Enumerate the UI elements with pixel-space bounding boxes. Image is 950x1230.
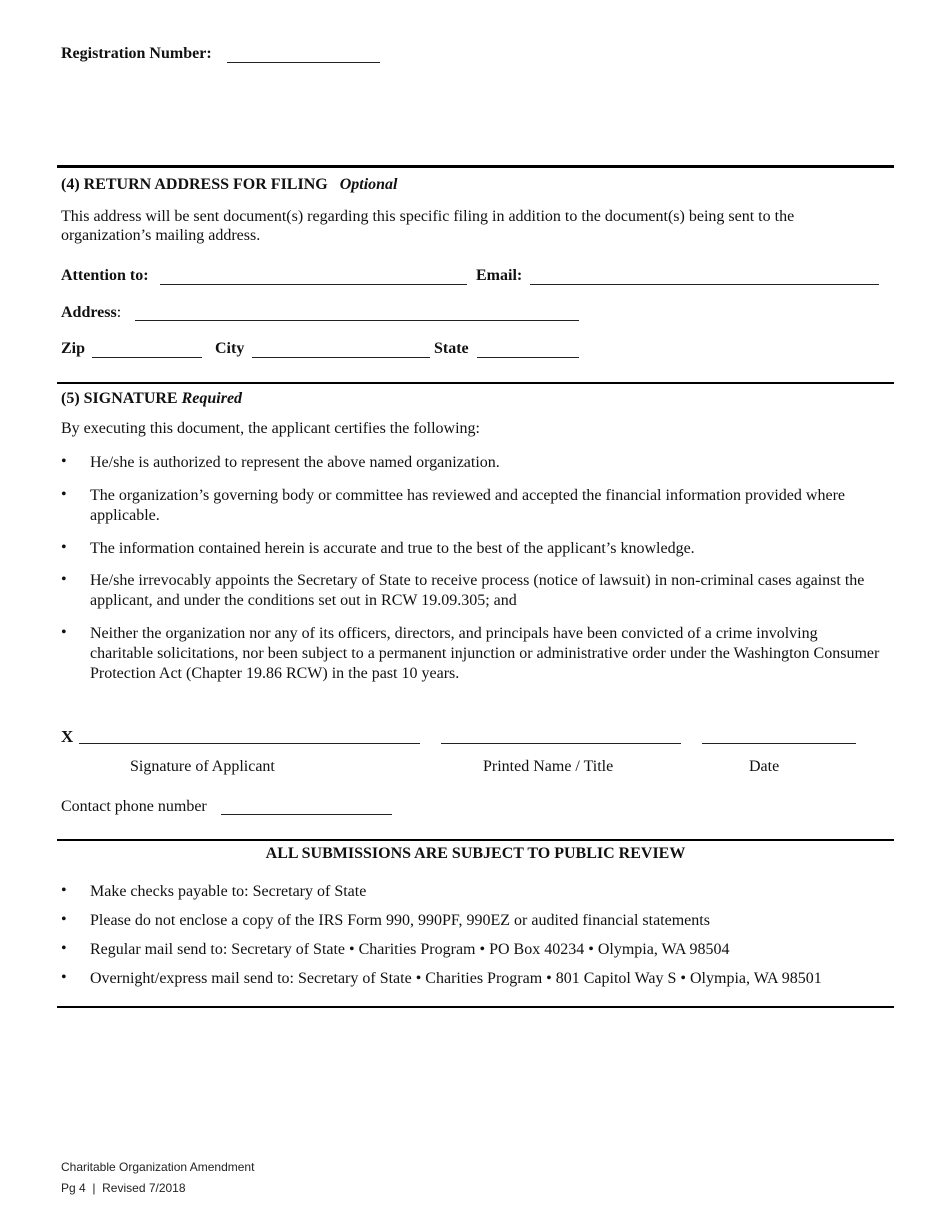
email-label: Email: (476, 267, 523, 284)
notice-item: Overnight/express mail send to: Secretary of State • Charities Program • 801 Capitol Way S • Olympia, WA 98501 (90, 970, 822, 987)
section5-intro: By executing this document, the applicant certifies the following: (61, 420, 480, 437)
date-field[interactable] (702, 743, 856, 744)
registration-number-label: Registration Number: (61, 45, 212, 62)
signature-caption: Signature of Applicant (130, 758, 275, 775)
required-label: Required (181, 390, 243, 407)
bullet-glyph: • (61, 969, 67, 986)
printed-name-field[interactable] (441, 743, 681, 744)
state-label: State (434, 340, 469, 357)
bullet-glyph: • (61, 940, 67, 957)
registration-number-field[interactable] (227, 62, 380, 63)
bullet-glyph: • (61, 624, 67, 641)
notice-item: Make checks payable to: Secretary of State (90, 883, 367, 900)
contact-phone-label: Contact phone number (61, 798, 207, 815)
bullet-glyph: • (61, 911, 67, 928)
state-field[interactable] (477, 357, 579, 358)
signature-field[interactable] (79, 743, 420, 744)
printed-name-caption: Printed Name / Title (483, 758, 614, 775)
bullet-glyph: • (61, 486, 67, 503)
notice-divider (57, 839, 894, 841)
notice-item: Please do not enclose a copy of the IRS Form 990, 990PF, 990EZ or audited financial statements (90, 912, 710, 929)
notice-item: Regular mail send to: Secretary of State • Charities Program • PO Box 40234 • Olympia, WA 98504 (90, 941, 730, 958)
signature-x-mark: X (61, 727, 74, 746)
certification-item: He/she irrevocably appoints the Secretary of State to receive process (notice of lawsuit) in non-criminal cases against the applicant, and under the conditions set out in RCW 19.09.305; and (90, 572, 865, 609)
certification-item: Neither the organization nor any of its officers, directors, and principals have been convicted of a crime involving charitable solicitations, nor been subject to a permanent injunction or administrative order under the Washington Consumer Protection Act (Chapter 19.86 RCW) in the past 10 years. (90, 625, 880, 682)
bullet-glyph: • (61, 453, 67, 470)
notice-bottom-divider (57, 1006, 894, 1008)
address-label: Address: (61, 304, 122, 321)
section4-description: This address will be sent document(s) regarding this specific filing in addition to the document(s) being sent to the organization’s mailing address. (61, 208, 795, 244)
certification-item: The information contained herein is accurate and true to the best of the applicant’s knowledge. (90, 540, 695, 557)
email-field[interactable] (530, 284, 879, 285)
address-field[interactable] (135, 320, 579, 321)
section4-divider (57, 165, 894, 168)
city-field[interactable] (252, 357, 430, 358)
public-review-heading: ALL SUBMISSIONS ARE SUBJECT TO PUBLIC REVIEW (265, 845, 686, 862)
bullet-glyph: • (61, 571, 67, 588)
section5-title: (5) SIGNATURE Required (61, 390, 243, 407)
attention-field[interactable] (160, 284, 467, 285)
attention-label: Attention to: (61, 267, 149, 284)
bullet-glyph: • (61, 539, 67, 556)
city-label: City (215, 340, 245, 357)
zip-label: Zip (61, 340, 86, 357)
zip-field[interactable] (92, 357, 202, 358)
date-caption: Date (749, 758, 780, 775)
bullet-glyph: • (61, 882, 67, 899)
certification-item: He/she is authorized to represent the above named organization. (90, 454, 500, 471)
footer-form-name: Charitable Organization Amendment (61, 1160, 255, 1174)
section4-title: (4) RETURN ADDRESS FOR FILING Optional (61, 176, 398, 193)
certification-item: The organization’s governing body or committee has reviewed and accepted the financial information provided where applicable. (90, 487, 845, 524)
section5-divider (57, 382, 894, 384)
footer-page-info: Pg 4 | Revised 7/2018 (61, 1181, 186, 1195)
optional-label: Optional (339, 176, 398, 193)
contact-phone-field[interactable] (221, 814, 392, 815)
